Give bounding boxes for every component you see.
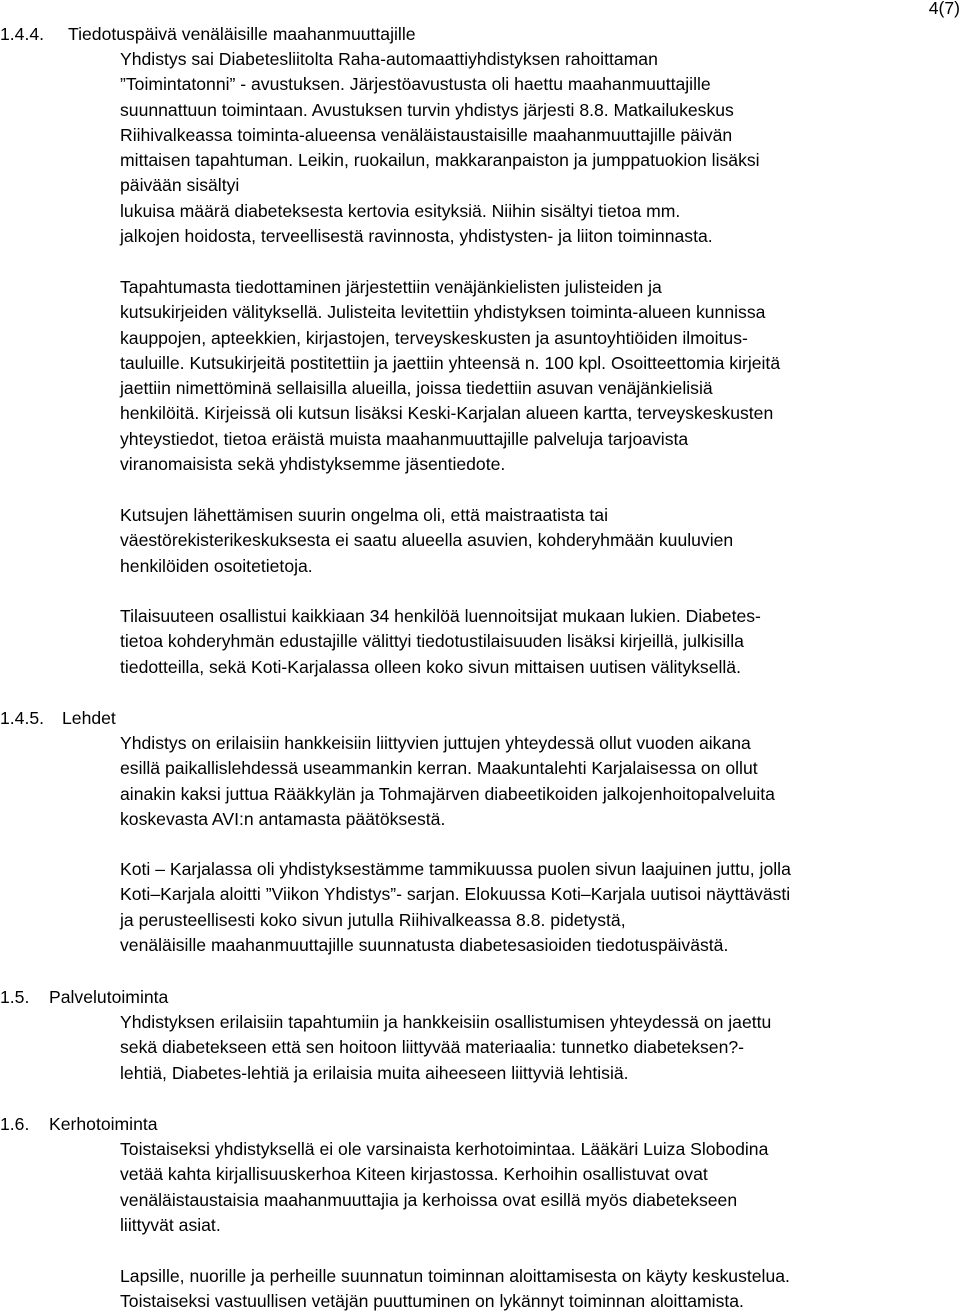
section-title: Palvelutoiminta <box>49 987 169 1007</box>
section-title: Lehdet <box>62 708 116 728</box>
text-line: Tapahtumasta tiedottaminen järjestettiin venäjänkielisten julisteiden ja <box>120 277 662 297</box>
text-line: koskevasta AVI:n antamasta päätöksestä. <box>120 808 446 829</box>
text-line: henkilöitä. Kirjeissä oli kutsun lisäksi Keski-Karjalan alueen kartta, terveyskeskusten <box>120 403 774 424</box>
text-line: jaettiin nimettöminä sellaisilla alueilla, joissa tiedettiin asuvan venäjänkielisiä <box>120 378 713 399</box>
text-line: Koti–Karjala aloitti ”Viikon Yhdistys”- sarjan. Elokuussa Koti–Karjala uutisoi näyttävästi <box>120 884 791 905</box>
text-line: Koti – Karjalassa oli yhdistyksestämme tammikuussa puolen sivun laajuinen juttu, jolla <box>120 859 791 879</box>
text-line: tauluille. Kutsukirjeitä postitettiin ja jaettiin yhteensä n. 100 kpl. Osoitteettomia kirjeitä <box>120 352 781 373</box>
section-heading-1-4-5 <box>0 706 116 731</box>
section-heading-1-4-4 <box>0 22 416 47</box>
text-line: henkilöiden osoitetietoja. <box>120 555 313 576</box>
paragraph <box>120 1137 960 1238</box>
text-line: ”Toimintatonni” - avustuksen. Järjestöavustusta oli haettu maahanmuuttajille <box>120 74 711 95</box>
text-line: lukuisa määrä diabeteksesta kertovia esityksiä. Niihin sisältyi tietoa mm. <box>120 200 681 221</box>
text-line: kutsukirjeiden välityksellä. Julisteita levitettiin yhdistyksen toiminta-alueen kunnissa <box>120 302 766 323</box>
section-title: Tiedotuspäivä venäläisille maahanmuuttajille <box>68 24 416 44</box>
text-line: väestörekisterikeskuksesta ei saatu alueella asuvien, kohderyhmään kuuluvien <box>120 530 734 551</box>
text-line: Yhdistys sai Diabetesliitolta Raha-automaattiyhdistyksen rahoittaman <box>120 49 658 69</box>
paragraph <box>120 857 960 958</box>
text-line: vetää kahta kirjallisuuskerhoa Kiteen kirjastossa. Kerhoihin osallistuvat ovat <box>120 1164 708 1185</box>
text-line: Riihivalkeassa toiminta-alueensa venäläistaustaisille maahanmuuttajille päivän <box>120 124 733 145</box>
text-line: Yhdistyksen erilaisiin tapahtumiin ja hankkeisiin osallistumisen yhteydessä on jaettu <box>120 1012 772 1032</box>
text-line: Toistaiseksi vastuullisen vetäjän puuttuminen on lykännyt toiminnan aloittamista. <box>120 1291 744 1312</box>
text-line: viranomaisista sekä yhdistyksemme jäsentiedote. <box>120 454 506 475</box>
text-line: yhteystiedot, tietoa eräistä muista maahanmuuttajille palveluja tarjoavista <box>120 428 689 449</box>
section-number: 1.4.4. <box>0 24 45 44</box>
text-line: suunnattuun toimintaan. Avustuksen turvin yhdistys järjesti 8.8. Matkailukeskus <box>120 99 734 120</box>
section-heading-1-6 <box>0 1112 158 1137</box>
section-title: Kerhotoiminta <box>49 1114 158 1134</box>
text-line: Toistaiseksi yhdistyksellä ei ole varsinaista kerhotoimintaa. Lääkäri Luiza Slobodina <box>120 1139 769 1159</box>
paragraph <box>120 275 960 477</box>
paragraph <box>120 1010 960 1086</box>
text-line: Kutsujen lähettämisen suurin ongelma oli, että maistraatista tai <box>120 505 608 525</box>
text-line: Yhdistys on erilaisiin hankkeisiin liittyvien juttujen yhteydessä ollut vuoden aikana <box>120 733 751 753</box>
text-line: liittyvät asiat. <box>120 1214 221 1235</box>
text-line: venäläisille maahanmuuttajille suunnatusta diabetesasioiden tiedotuspäivästä. <box>120 934 729 955</box>
text-line: sekä diabetekseen että sen hoitoon liittyvää materiaalia: tunnetko diabeteksen?- <box>120 1037 745 1058</box>
text-line: mittaisen tapahtuman. Leikin, ruokailun, makkaranpaiston ja jumppatuokion lisäksi <box>120 150 760 171</box>
text-line: Tilaisuuteen osallistui kaikkiaan 34 henkilöä luennoitsijat mukaan lukien. Diabetes- <box>120 606 761 626</box>
text-line: tiedotteilla, sekä Koti-Karjalassa olleen koko sivun mittaisen uutisen välityksellä. <box>120 656 741 677</box>
section-number: 1.6. <box>0 1114 30 1134</box>
text-line: jalkojen hoidosta, terveellisestä ravinnosta, yhdistysten- ja liiton toiminnasta. <box>120 226 713 247</box>
text-line: lehtiä, Diabetes-lehtiä ja erilaisia muita aiheeseen liittyviä lehtisiä. <box>120 1062 629 1083</box>
text-line: Lapsille, nuorille ja perheille suunnatun toiminnan aloittamisesta on käyty keskustelua. <box>120 1266 790 1286</box>
text-line: venäläistaustaisia maahanmuuttajia ja kerhoissa ovat esillä myös diabetekseen <box>120 1189 738 1210</box>
section-number: 1.4.5. <box>0 708 45 728</box>
text-line: esillä paikallislehdessä useammankin kerran. Maakuntalehti Karjalaisessa on ollut <box>120 758 758 779</box>
paragraph <box>120 503 960 579</box>
paragraph <box>120 731 960 832</box>
text-line: ja perusteellisesti koko sivun jutulla Riihivalkeassa 8.8. pidetystä, <box>120 909 626 930</box>
paragraph <box>120 604 960 680</box>
text-line: kauppojen, apteekkien, kirjastojen, terveyskeskusten ja asuntoyhtiöiden ilmoitus- <box>120 327 748 348</box>
text-line: ainakin kaksi juttua Rääkkylän ja Tohmajärven diabeetikoiden jalkojenhoitopalveluita <box>120 783 775 804</box>
text-line: päivään sisältyi <box>120 175 240 196</box>
section-heading-1-5 <box>0 985 168 1010</box>
page-number: 4(7) <box>928 0 960 18</box>
text-line: tietoa kohderyhmän edustajille välittyi tiedotustilaisuuden lisäksi kirjeillä, julkisilla <box>120 631 744 652</box>
paragraph <box>120 1264 960 1315</box>
section-number: 1.5. <box>0 987 30 1007</box>
paragraph <box>120 47 960 249</box>
